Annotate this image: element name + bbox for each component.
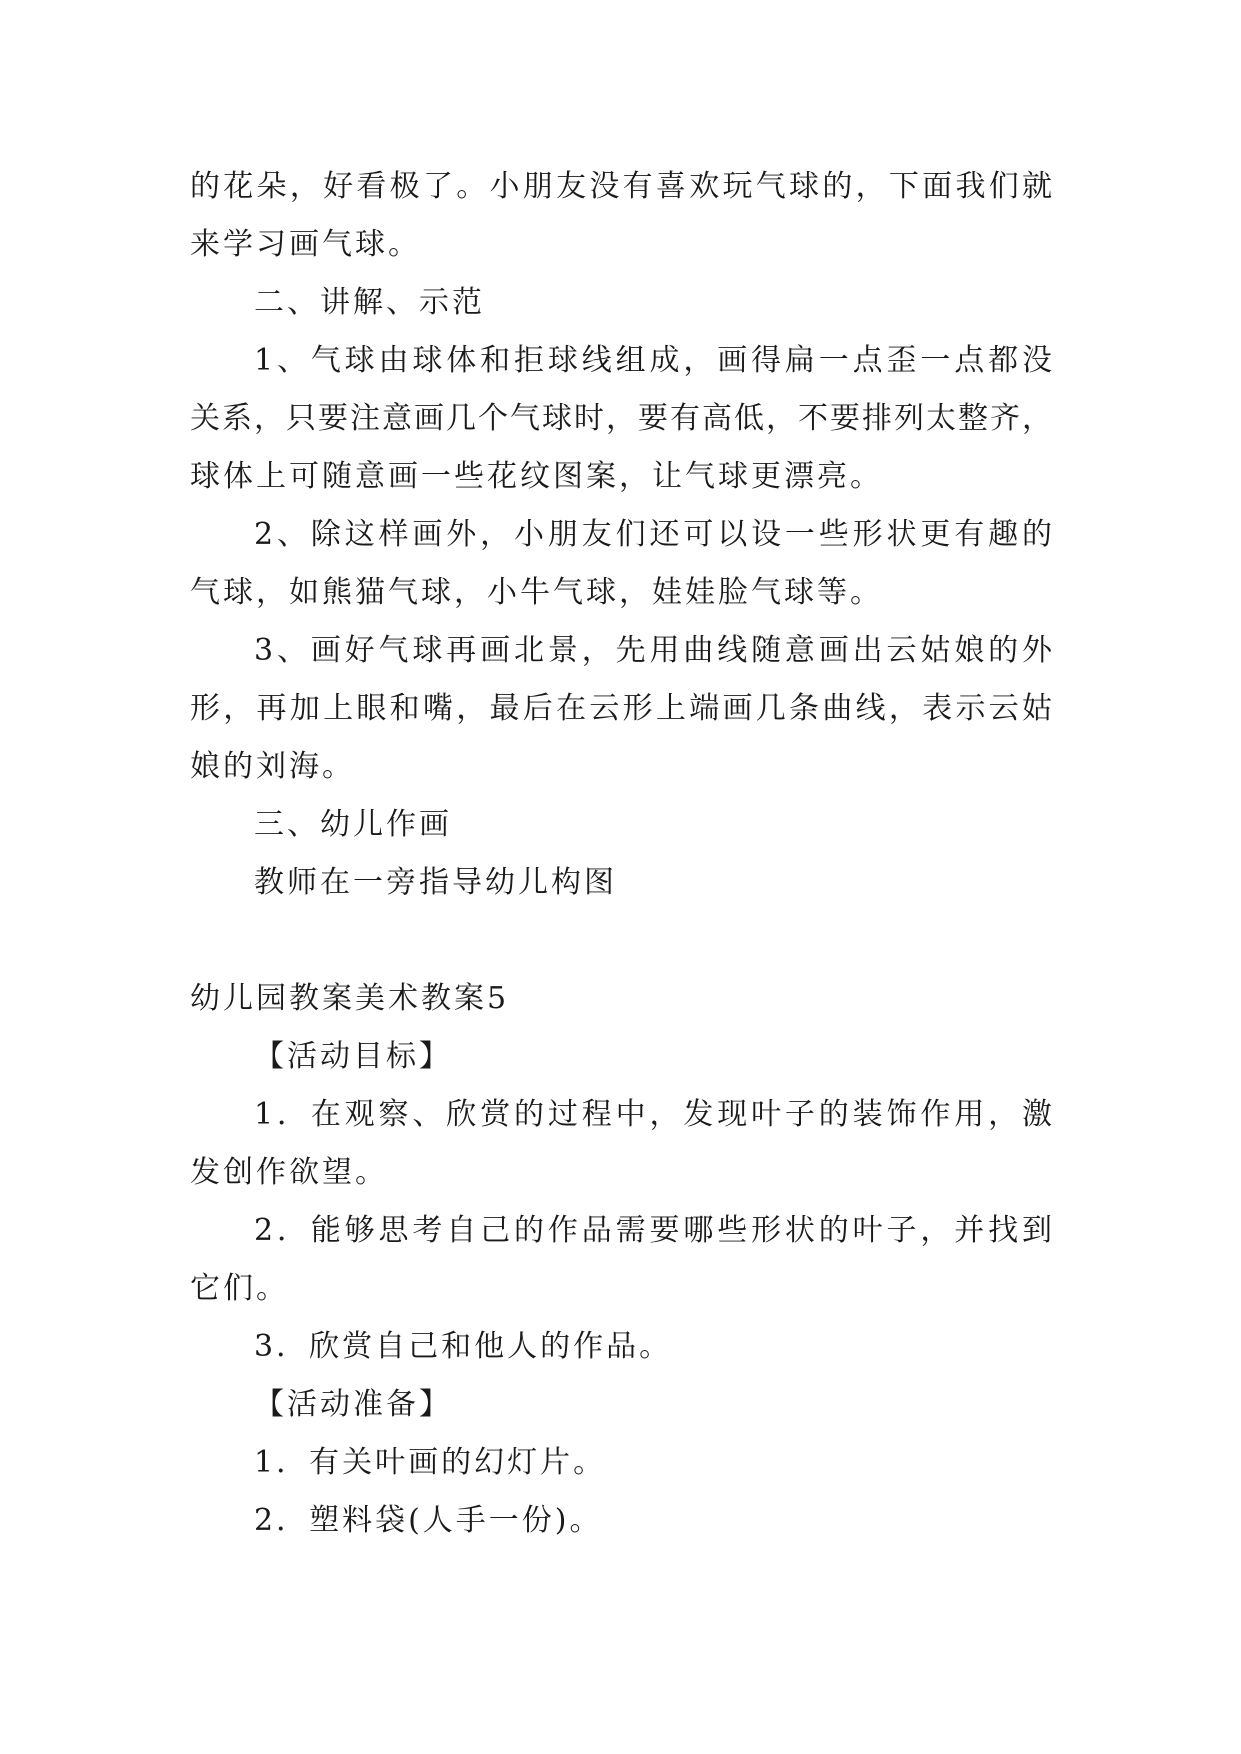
paragraph-line: 发创作欲望。: [190, 1155, 388, 1190]
paragraph-line: 1、气球由球体和拒球线组成，画得扁一点歪一点都没: [254, 343, 1052, 378]
paragraph-line: 球体上可随意画一些花纹图案，让气球更漂亮。: [190, 459, 883, 494]
paragraph-line: 1．有关叶画的幻灯片。: [254, 1445, 607, 1480]
section-heading: 二、讲解、示范: [254, 285, 485, 320]
paragraph-line: 2．塑料袋(人手一份)。: [254, 1503, 603, 1538]
paragraph-line: 气球，如熊猫气球，小牛气球，娃娃脸气球等。: [190, 575, 883, 610]
paragraph-line: 的花朵，好看极了。小朋友没有喜欢玩气球的，下面我们就: [190, 169, 1052, 204]
paragraph-line: 关系，只要注意画几个气球时，要有高低，不要排列太整齐，: [190, 401, 1052, 436]
paragraph-line: 形，再加上眼和嘴，最后在云形上端画几条曲线，表示云姑: [190, 691, 1052, 726]
paragraph-line: 1．在观察、欣赏的过程中，发现叶子的装饰作用，激: [254, 1097, 1052, 1132]
document-page: [190, 158, 1052, 1550]
section-heading: 【活动准备】: [254, 1387, 452, 1422]
paragraph-line: 2．能够思考自己的作品需要哪些形状的叶子，并找到: [254, 1213, 1052, 1248]
paragraph-line: 教师在一旁指导幼儿构图: [254, 865, 617, 900]
paragraph-line: 2、除这样画外，小朋友们还可以设一些形状更有趣的: [254, 517, 1052, 552]
section-heading: 三、幼儿作画: [254, 807, 452, 842]
paragraph-line: 它们。: [190, 1271, 289, 1306]
section-heading: 【活动目标】: [254, 1039, 452, 1074]
paragraph-line: 娘的刘海。: [190, 749, 355, 784]
paragraph-line: 3．欣赏自己和他人的作品。: [254, 1329, 673, 1364]
paragraph-line: 来学习画气球。: [190, 227, 421, 262]
spacer: [190, 912, 1052, 970]
lesson-title: 幼儿园教案美术教案5: [190, 981, 510, 1016]
paragraph-line: 3、画好气球再画北景，先用曲线随意画出云姑娘的外: [254, 633, 1052, 668]
